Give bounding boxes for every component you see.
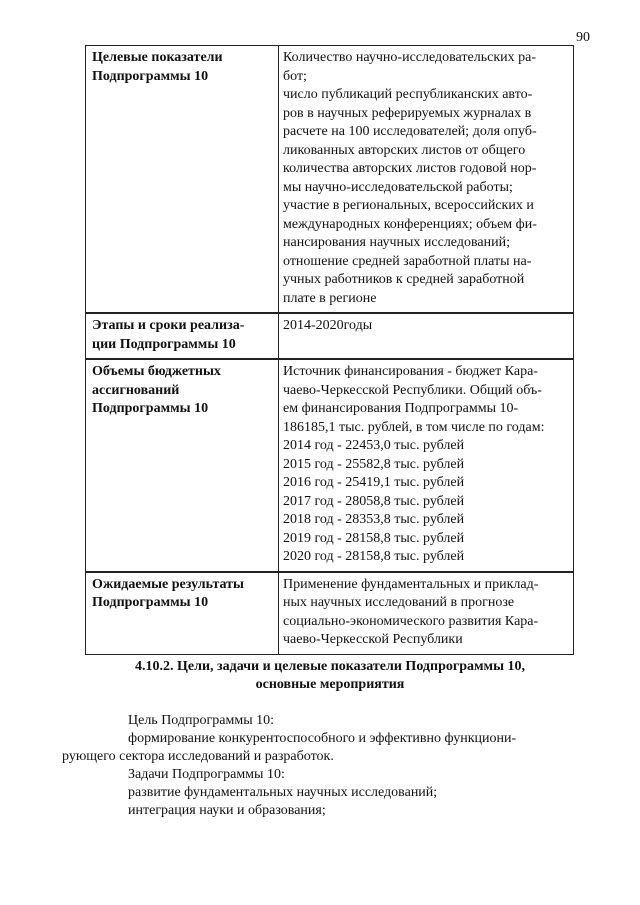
section-heading-line-1: 4.10.2. Цели, задачи и целевые показатели Подпрограммы 10,: [134, 659, 526, 674]
row-label-cell: [86, 46, 279, 314]
row-label-line: ассигнований: [92, 382, 180, 398]
row-value-line: 2015 год - 25582,8 тыс. рублей: [283, 456, 465, 472]
row-value-line: 2018 год - 28353,8 тыс. рублей: [283, 512, 465, 527]
row-value-line: чаево-Черкесской Республики: [283, 632, 463, 647]
row-value-line: 2014-2020годы: [283, 318, 373, 333]
row-value-line: число публикаций республиканских авто-: [283, 87, 533, 102]
row-label-cell: [86, 313, 279, 359]
row-value-cell: [279, 359, 574, 572]
row-value-line: ем финансирования Подпрограммы 10-: [283, 401, 519, 416]
row-label-line: Подпрограммы 10: [92, 595, 209, 610]
page-number: 90: [576, 30, 590, 45]
row-value-line: чаево-Черкесской Республики. Общий объ-: [283, 382, 542, 398]
row-value-line: международных конференциях; объем фи-: [283, 216, 537, 232]
table-row: [86, 359, 574, 572]
goal-heading: Цель Подпрограммы 10:: [128, 713, 274, 728]
row-value-cell: [279, 572, 574, 655]
section-body: [62, 712, 578, 820]
row-label-line: Подпрограммы 10: [92, 68, 209, 84]
row-value-line: бот;: [283, 68, 307, 84]
task-item: развитие фундаментальных научных исследований;: [128, 785, 438, 800]
row-label-line: ции Подпрограммы 10: [92, 336, 236, 352]
row-value-line: 186185,1 тыс. рублей, в том числе по годам:: [283, 419, 545, 435]
row-value-line: количества авторских листов годовой нор-: [283, 161, 537, 176]
table-row: [86, 46, 574, 314]
row-value-line: плате в регионе: [283, 290, 377, 306]
row-value-line: Количество научно-исследовательских ра-: [283, 50, 536, 65]
row-value-line: ров в научных реферируемых журналах в: [283, 105, 532, 121]
row-value-line: Применение фундаментальных и приклад-: [283, 576, 539, 592]
row-value-line: нансирования научных исследований;: [283, 235, 510, 250]
row-label-line: Подпрограммы 10: [92, 401, 209, 416]
row-value-cell: [279, 46, 574, 314]
row-value-line: отношение средней заработной платы на-: [283, 253, 532, 269]
row-value-line: ных научных исследований в прогнозе: [283, 595, 515, 610]
row-label-line: Ожидаемые результаты: [92, 576, 244, 592]
row-label-line: Этапы и сроки реализа-: [92, 318, 245, 333]
row-value-line: мы научно-исследовательской работы;: [283, 179, 513, 195]
row-value-line: расчете на 100 исследователей; доля опуб-: [283, 124, 537, 139]
row-label-cell: [86, 572, 279, 655]
row-value-line: 2019 год - 28158,8 тыс. рублей: [283, 530, 465, 546]
subprogram-passport-table: [85, 45, 574, 655]
row-label-line: Объемы бюджетных: [92, 364, 221, 379]
row-value-line: Источник финансирования - бюджет Кара-: [283, 364, 538, 379]
row-value-line: социально-экономического развития Кара-: [283, 613, 539, 629]
row-value-line: ликованных авторских листов от общего: [283, 142, 526, 158]
row-value-line: 2016 год - 25419,1 тыс. рублей: [283, 475, 465, 490]
row-value-line: учных работников к средней заработной: [283, 272, 525, 287]
row-value-line: 2020 год - 28158,8 тыс. рублей: [283, 549, 465, 564]
table-row: [86, 313, 574, 359]
table-row: [86, 572, 574, 655]
row-value-line: 2014 год - 22453,0 тыс. рублей: [283, 438, 465, 453]
section-heading-line-2: основные мероприятия: [255, 677, 405, 692]
row-value-cell: [279, 313, 574, 359]
row-value-line: 2017 год - 28058,8 тыс. рублей: [283, 493, 465, 509]
task-item: интеграция науки и образования;: [128, 803, 326, 818]
section-heading: [60, 658, 600, 694]
row-label-cell: [86, 359, 279, 572]
goal-text-line-1: формирование конкурентоспособного и эффективно функциони-: [128, 731, 517, 746]
goal-text-line-2: рующего сектора исследований и разработок.: [62, 749, 334, 764]
tasks-heading: Задачи Подпрограммы 10:: [128, 767, 285, 782]
row-label-line: Целевые показатели: [92, 50, 223, 65]
row-value-line: участие в региональных, всероссийских и: [283, 198, 534, 213]
